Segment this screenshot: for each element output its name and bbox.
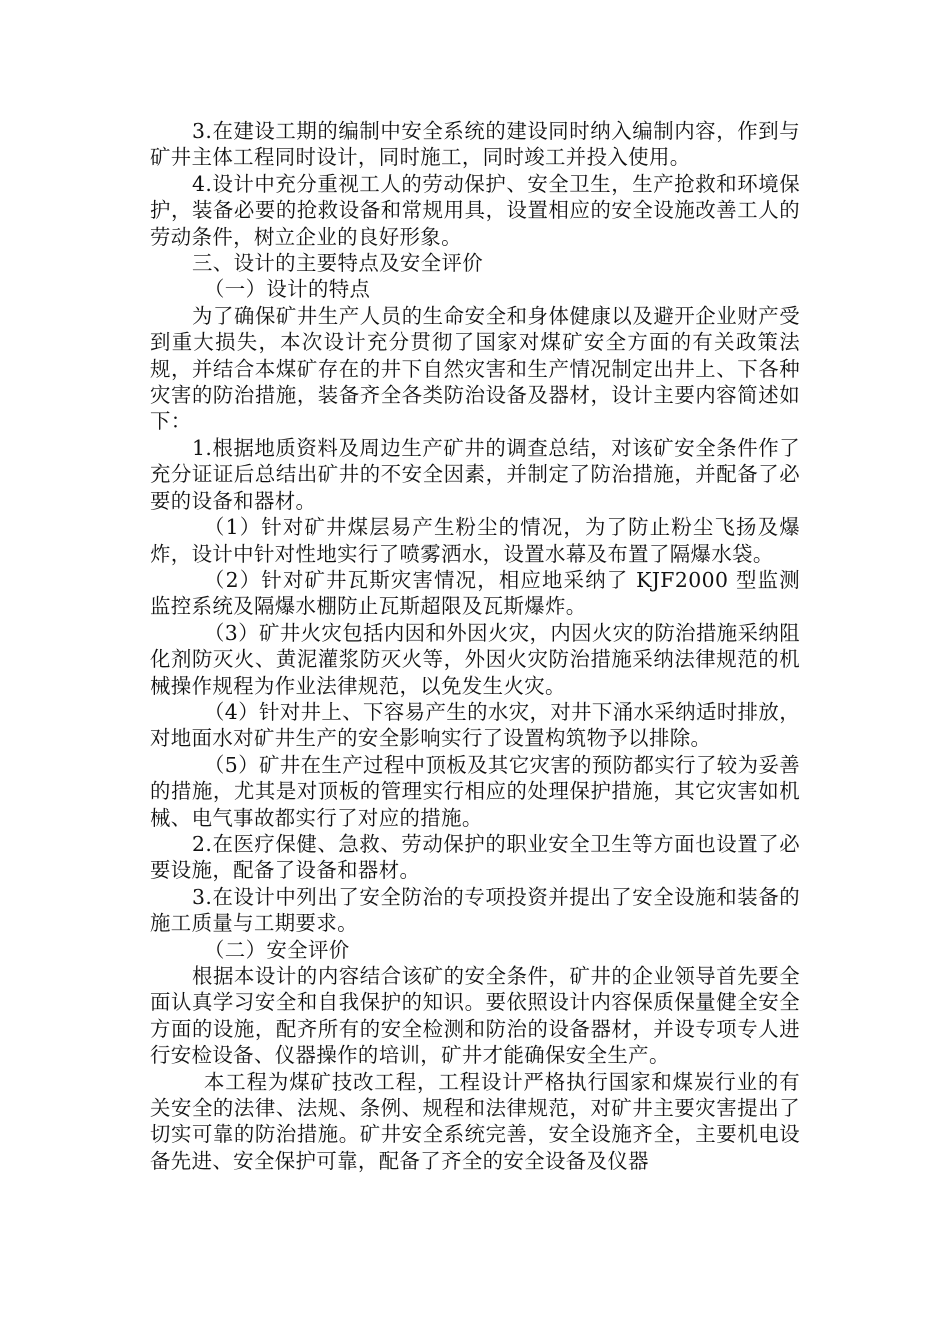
paragraph-3-construction-schedule: 3.在建设工期的编制中安全系统的建设同时纳入编制内容，作到与矿井主体工程同时设计，同时施工，同时竣工并投入使用。 bbox=[150, 119, 800, 170]
subsection-heading-1: （一）设计的特点 bbox=[204, 277, 371, 302]
paragraph-subitem-5: （5）矿井在生产过程中顶板及其它灾害的预防都实行了较为妥善的措施，尤其是对顶板的管理实行相应的处理保护措施，其它灾害如机械、电气事故都实行了对应的措施。 bbox=[150, 752, 800, 830]
paragraph-4-labor-protection: 4.设计中充分重视工人的劳动保护、安全卫生，生产抢救和环境保护，装备必要的抢救设备和常规用具，设置相应的安全设施改善工人的劳动条件，树立企业的良好形象。 bbox=[150, 171, 800, 249]
paragraph-subitem-2: （2）针对矿井瓦斯灾害情况，相应地采纳了 KJF2000 型监测监控系统及隔爆水棚防止瓦斯超限及瓦斯爆炸。 bbox=[150, 567, 800, 619]
document-body bbox=[150, 118, 800, 1174]
paragraph-project-summary: 本工程为煤矿技改工程，工程设计严格执行国家和煤炭行业的有关安全的法律、法规、条例、规程和法律规范，对矿井主要灾害提出了切实可靠的防治措施。矿井安全系统完善，安全设施齐全，主要机电设备先进、安全保护可靠，配备了齐全的安全设备及仪器 bbox=[150, 1069, 800, 1173]
paragraph-item-2: 2.在医疗保健、急救、劳动保护的职业安全卫生等方面也设置了必要设施，配备了设备和器材。 bbox=[150, 831, 800, 883]
paragraph-safety-evaluation: 根据本设计的内容结合该矿的安全条件，矿井的企业领导首先要全面认真学习安全和自我保护的知识。要依照设计内容保质保量健全安全方面的设施，配齐所有的安全检测和防治的设备器材，并设专项专人进行安检设备、仪器操作的培训，矿井才能确保安全生产。 bbox=[150, 964, 800, 1068]
paragraph-design-intro: 为了确保矿井生产人员的生命安全和身体健康以及避开企业财产受到重大损失，本次设计充分贯彻了国家对煤矿安全方面的有关政策法规，并结合本煤矿存在的井下自然灾害和生产情况制定出井上、下各种灾害的防治措施，装备齐全各类防治设备及器材，设计主要内容简述如下： bbox=[150, 303, 800, 434]
paragraph-subitem-3: （3）矿井火灾包括内因和外因火灾，内因火灾的防治措施采纳阻化剂防灭火、黄泥灌浆防灭火等，外因火灾防治措施采纳法律规范的机械操作规程为作业法律规范，以免发生火灾。 bbox=[150, 620, 800, 698]
section-heading-3: 三、设计的主要特点及安全评价 bbox=[192, 251, 484, 276]
subsection-heading-2: （二）安全评价 bbox=[204, 937, 350, 962]
paragraph-item-3: 3.在设计中列出了安全防治的专项投资并提出了安全设施和装备的施工质量与工期要求。 bbox=[150, 884, 800, 936]
paragraph-subitem-4: （4）针对井上、下容易产生的水灾，对井下涌水采纳适时排放，对地面水对矿井生产的安全影响实行了设置构筑物予以排除。 bbox=[150, 699, 800, 751]
paragraph-item-1: 1.根据地质资料及周边生产矿井的调查总结，对该矿安全条件作了充分证证后总结出矿井的不安全因素，并制定了防治措施，并配备了必要的设备和器材。 bbox=[150, 435, 800, 513]
paragraph-subitem-1: （1）针对矿井煤层易产生粉尘的情况，为了防止粉尘飞扬及爆炸，设计中针对性地实行了喷雾洒水，设置水幕及布置了隔爆水袋。 bbox=[150, 515, 800, 566]
